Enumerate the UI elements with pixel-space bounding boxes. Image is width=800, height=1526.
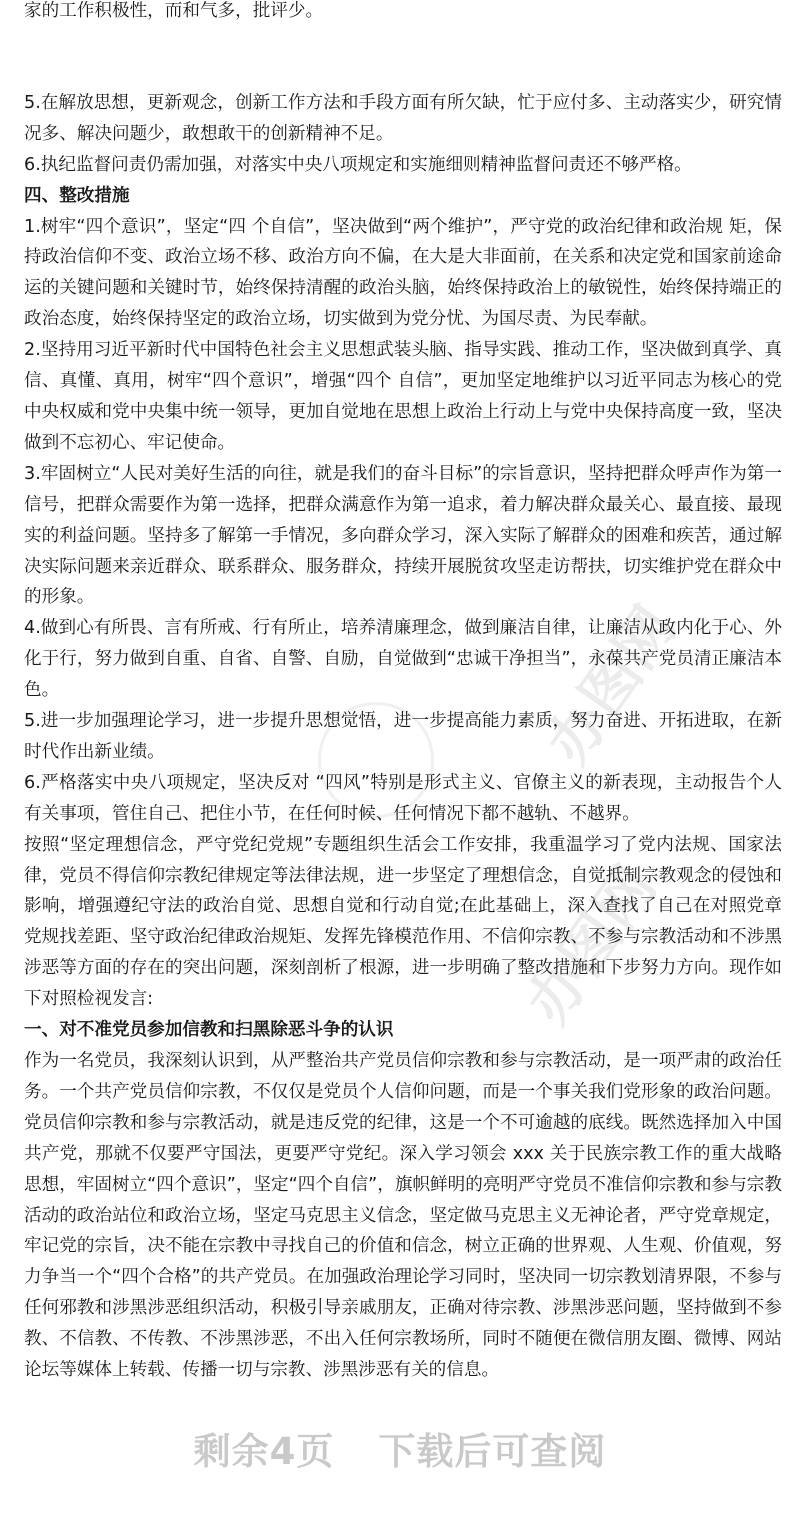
download-prompt-banner[interactable] — [0, 1418, 800, 1478]
section-heading-rectification: 四、整改措施 — [24, 185, 130, 206]
remaining-pages-label: 剩余4页 — [193, 1430, 335, 1473]
watermark-text: 办图网 — [533, 594, 689, 776]
watermark-text: 办图网 — [513, 854, 669, 1036]
measure-item-2: 2.坚持用习近平新时代中国特色社会主义思想武装头脑、指导实践、推动工作，坚决做到真学、真信、真懂、真用，树牢“四个意识”，增强“四个 自信”，更加坚定地维护以习近平同志为核心的党中央权威和党中央集中统一领导，更加自觉地在思想上政治上行动上与党中央保持高度一致，坚决做到不忘初心、牢记使命。 — [24, 340, 782, 453]
document-body — [24, 0, 782, 1386]
problem-item-6: 6.执纪监督问责仍需加强，对落实中央八项规定和实施细则精神监督问责还不够严格。 — [24, 154, 692, 175]
measure-item-1: 1.树牢“四个意识”，坚定“四 个自信”，坚决做到“两个维护”，严守党的政治纪律和政治规 矩，保持政治信仰不变、政治立场不移、政治方向不偏，在大是大非面前，在关系和决定党和国家前途命运的关键问题和关键时节，始终保持清醒的政治头脑，始终保持政治上的敏锐性，始终保持端正的政治态度，始终保持坚定的政治立场，切实做到为党分忧、为国尽责、为民奉献。 — [24, 216, 782, 330]
measure-item-3: 3.牢固树立“人民对美好生活的向往，就是我们的奋斗目标”的宗旨意识，坚持把群众呼声作为第一信号，把群众需要作为第一选择，把群众满意作为第一追求，着力解决群众最关心、最直接、最现实的利益问题。坚持多了解第一手情况，多向群众学习，深入实际了解群众的困难和疾苦，通过解决实际问题来亲近群众、联系群众、服务群众，持续开展脱贫攻坚走访帮扶，切实维护党在群众中的形象。 — [24, 463, 782, 608]
intro-paragraph: 按照“坚定理想信念，严守党纪党规”专题组织生活会工作安排，我重温学习了党内法规、国家法律，党员不得信仰宗教纪律规定等法律法规，进一步坚定了理想信念，自觉抵制宗教观念的侵蚀和影响，增强遵纪守法的政治自觉、思想自觉和行动自觉;在此基础上，深入查找了自己在对照党章党规找差距、坚守政治纪律政治规矩、发挥先锋模范作用、不信仰宗教、不参与宗教活动和不涉黑涉恶等方面的存在的突出问题，深刻剖析了根源，进一步明确了整改措施和下步努力方向。现作如下对照检视发言: — [24, 834, 782, 1010]
section-heading-religion: 一、对不准党员参加信教和扫黑除恶斗争的认识 — [24, 1020, 394, 1041]
paragraph-partial: 家的工作积极性，而和气多，批评少。 — [24, 1, 324, 21]
measure-item-6: 6.严格落实中央八项规定，坚决反对 “四风”特别是形式主义、官僚主义的新表现，主动报告个人有关事项，管住自己、把住小节，在任何时候、任何情况下都不越轨、不越界。 — [24, 772, 782, 824]
download-hint-label: 下载后可查阅 — [378, 1430, 607, 1473]
problem-item-5: 5.在解放思想，更新观念，创新工作方法和手段方面有所欠缺，忙于应付多、主动落实少，研究情况多、解决问题少，敢想敢干的创新精神不足。 — [24, 92, 782, 144]
measure-item-5: 5.进一步加强理论学习，进一步提升思想觉悟，进一步提高能力素质，努力奋进、开拓进取，在新时代作出新业绩。 — [24, 711, 782, 762]
section-paragraph-religion: 作为一名党员，我深刻认识到，从严整治共产党员信仰宗教和参与宗教活动，是一项严肃的政治任务。一个共产党员信仰宗教，不仅仅是党员个人信仰问题，而是一个事关我们党形象的政治问题。党员信仰宗教和参与宗教活动，就是违反党的纪律，这是一个不可逾越的底线。既然选择加入中国共产党，那就不仅要严守国法，更要严守党纪。深入学习领会 xxx 关于民族宗教工作的重大战略思想，牢固树立“四个意识”，坚定“四个自信”，旗帜鲜明的亮明严守党员不准信仰宗教和参与宗教活动的政治站位和政治立场，坚定马克思主义信念，坚定做马克思主义无神论者，严守党章规定，牢记党的宗旨，决不能在宗教中寻找自己的价值和信念，树立正确的世界观、人生观、价值观，努力争当一个“四个合格”的共产党员。在加强政治理论学习同时，坚决同一切宗教划清界限，不参与任何邪教和涉黑涉恶组织活动，积极引导亲戚朋友，正确对待宗教、涉黑涉恶问题，坚持做到不参教、不信教、不传教、不涉黑涉恶，不出入任何宗教场所，同时不随便在微信朋友圈、微博、网站论坛等媒体上转载、传播一切与宗教、涉黑涉恶有关的信息。 — [24, 1051, 782, 1381]
paragraph-gap — [24, 27, 782, 88]
measure-item-4: 4.做到心有所畏、言有所戒、行有所止，培养清廉理念，做到廉洁自律，让廉洁从政内化于心、外化于行，努力做到自重、自省、自警、自励，自觉做到“忠诚干净担当”，永葆共产党员清正廉洁本色。 — [24, 618, 782, 701]
